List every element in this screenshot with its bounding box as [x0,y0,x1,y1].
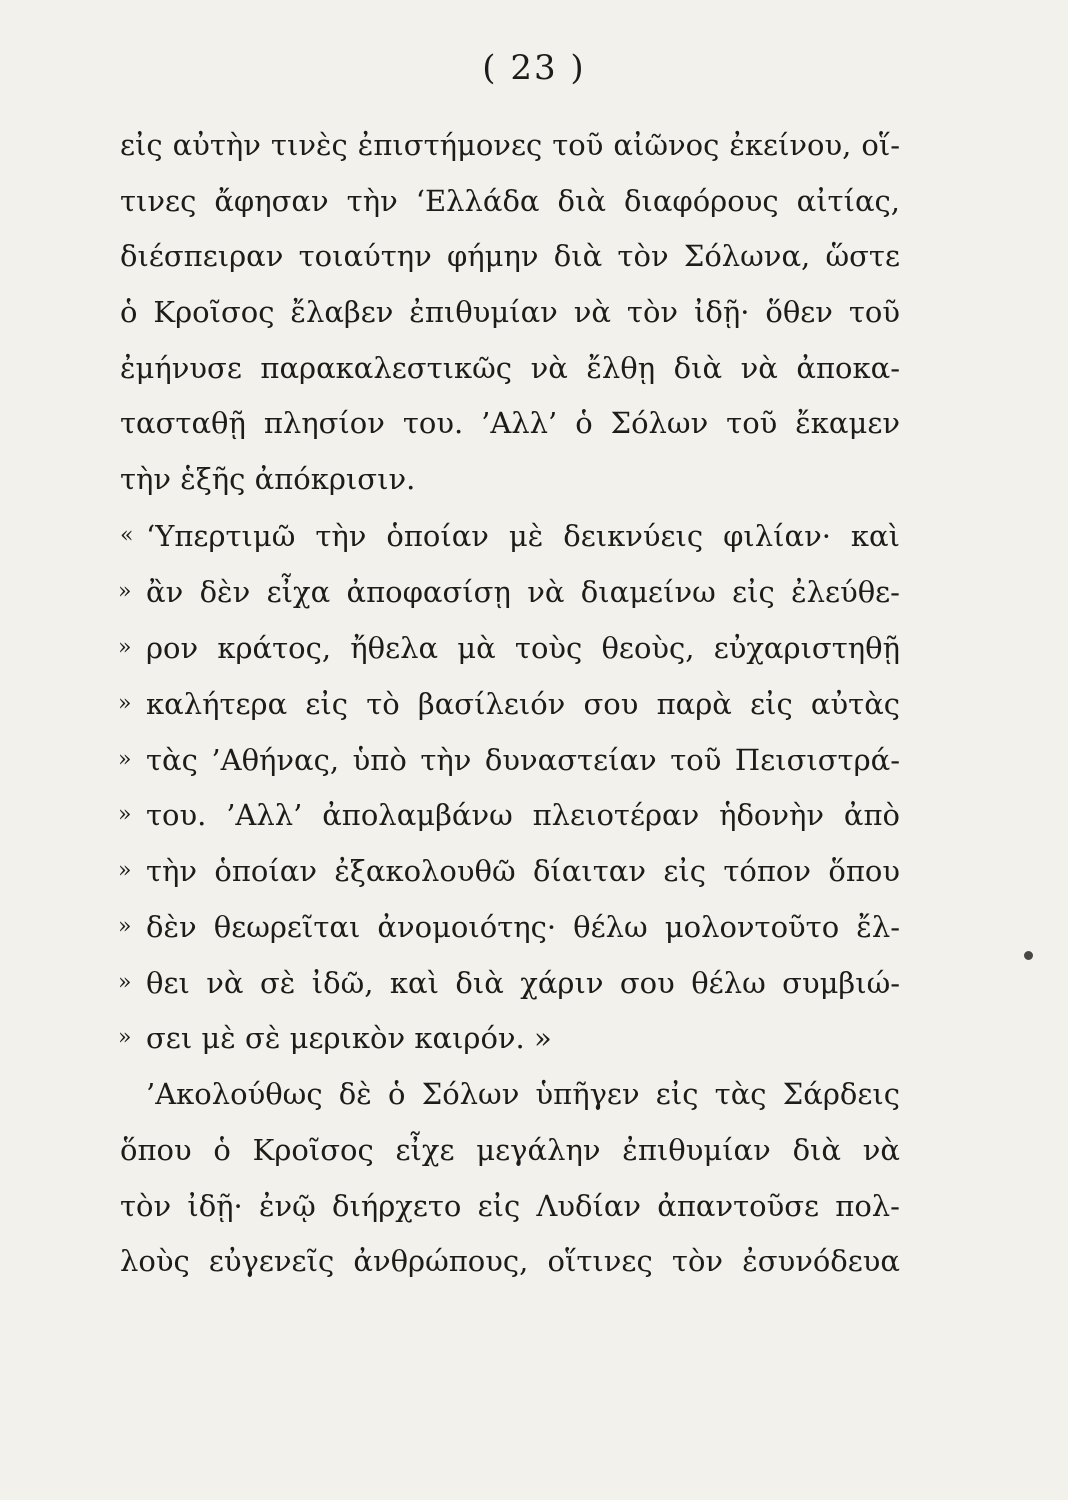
text-line [0,292,1068,332]
text-line [0,1186,1068,1226]
text-line [0,851,1068,891]
text-line [0,1018,1068,1058]
text-line [0,1130,1068,1170]
text-line [0,1241,1068,1281]
quote-mark: » [118,914,132,939]
quote-mark: » [118,747,132,772]
line-text: ‘Υπερτιμῶ τὴν ὁποίαν μὲ δεικνύεις φιλίαν· καὶ [146,519,900,553]
line-text: ὁ Κροῖσος ἔλαβεν ἐπιθυμίαν νὰ τὸν ἰδῇ· ὅθεν τοῦ [120,295,901,329]
line-text: καλήτερα εἰς τὸ βασίλειόν σου παρὰ εἰς αὐτὰς [146,687,901,721]
text-line [0,684,1068,724]
line-text: τὴν ἑξῆς ἀπόκρισιν. [120,462,416,496]
text-line [0,795,1068,835]
line-text: του. ’Αλλ’ ἀπολαμβάνω πλειοτέραν ἡδονὴν ἀπὸ [146,798,900,832]
quote-mark: » [118,970,132,995]
text-line [0,1074,1068,1114]
text-line [0,572,1068,612]
quote-mark: » [118,691,132,716]
text-line [0,628,1068,668]
line-text: ρον κράτος, ἤθελα μὰ τοὺς θεοὺς, εὐχαριστηθῇ [146,631,900,665]
text-line [0,236,1068,276]
text-line [0,348,1068,388]
text-line [0,907,1068,947]
text-line [0,403,1068,443]
line-text: λοὺς εὐγενεῖς ἀνθρώπους, οἵτινες τὸν ἐσυνόδευα [120,1244,900,1278]
quote-mark: » [118,1025,132,1050]
line-text: θει νὰ σὲ ἰδῶ, καὶ διὰ χάριν σου θέλω συμβιώ- [146,966,901,1000]
line-text: ὅπου ὁ Κροῖσος εἶχε μεγάλην ἐπιθυμίαν διὰ νὰ [120,1133,900,1167]
line-text: ’Ακολούθως δὲ ὁ Σόλων ὑπῆγεν εἰς τὰς Σάρδεις [146,1077,900,1111]
line-text: τὸν ἰδῇ· ἐνῷ διήρχετο εἰς Λυδίαν ἀπαντοῦσε πολ- [120,1189,900,1223]
line-text: σει μὲ σὲ μερικὸν καιρόν. » [146,1021,552,1055]
line-text: τὰς ’Αθήνας, ὑπὸ τὴν δυναστείαν τοῦ Πεισιστρά- [146,743,901,777]
text-line [0,516,1068,556]
text-line [0,181,1068,221]
page-number: ( 23 ) [482,48,586,88]
text-line [0,740,1068,780]
quote-mark: » [118,635,132,660]
quote-mark: » [118,579,132,604]
text-line [0,459,1068,499]
text-line [0,125,1068,165]
line-text: τὴν ὁποίαν ἐξακολουθῶ δίαιταν εἰς τόπον ὅπου [146,854,900,888]
quote-mark: » [118,858,132,883]
line-text: τινες ἄφησαν τὴν ‘Ελλάδα διὰ διαφόρους αἰτίας, [120,184,901,218]
line-text: ἂν δὲν εἶχα ἀποφασίσῃ νὰ διαμείνω εἰς ἐλεύθε- [146,575,900,609]
quote-mark: « [120,523,134,548]
text-line [0,963,1068,1003]
line-text: τασταθῇ πλησίον του. ’Αλλ’ ὁ Σόλων τοῦ ἔκαμεν [120,406,900,440]
line-text: δὲν θεωρεῖται ἀνομοιότης· θέλω μολοντοῦτο ἔλ- [146,910,901,944]
line-text: ἐμήνυσε παρακαλεστικῶς νὰ ἔλθῃ διὰ νὰ ἀποκα- [120,351,900,385]
line-text: διέσπειραν τοιαύτην φήμην διὰ τὸν Σόλωνα, ὥστε [120,239,900,273]
ink-spot [1024,951,1033,960]
line-text: εἰς αὐτὴν τινὲς ἐπιστήμονες τοῦ αἰῶνος ἐκείνου, οἵ- [120,128,900,162]
quote-mark: » [118,802,132,827]
